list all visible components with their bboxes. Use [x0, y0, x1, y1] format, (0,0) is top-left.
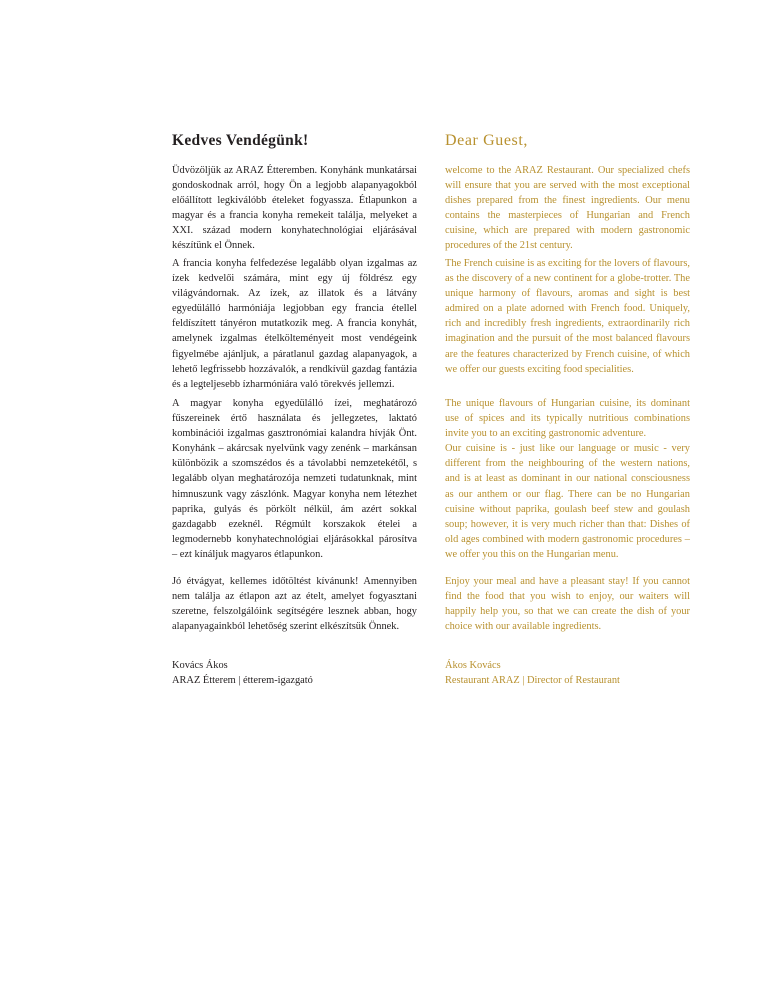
- hungarian-title: Kedves Vendégünk!: [172, 132, 309, 149]
- hungarian-column: [172, 131, 417, 687]
- signature-name-en: Ákos Kovács: [445, 660, 501, 671]
- hungarian-closing-text: Jó étvágyat, kellemes időtöltést kívánunk! Amennyiben nem találja az étlapon azt az ételt, amelyet fogyasztani szeretne, felszolgálóink segítségére lesznek abban, hogy alapanyagainkból lehetőség szerint elkészítsük Önnek.: [172, 576, 417, 633]
- signature-role: ARAZ Étterem | étterem-igazgató: [172, 675, 313, 687]
- english-paragraph-2: [445, 256, 690, 377]
- hungarian-paragraph-3: [172, 396, 417, 562]
- english-paragraph-3: [445, 396, 690, 562]
- english-title: Dear Guest,: [445, 132, 529, 149]
- english-french-cuisine-text: The French cuisine is as exciting for the lovers of flavours, as the discovery of a new continent for a globe-trotter. The unique harmony of flavours, aromas and sight is best admired on a plate adorned with French food. Uniquely, rich and incredibly fresh ingredients, extraordinarily rich imagination and the pursuit of the most balanced flavours are the features characterized by French cuisine, of which we offer our guests exciting food specialities.: [445, 258, 690, 375]
- hungarian-welcome-text: Üdvözöljük az ARAZ Étteremben. Konyhánk munkatársai gondoskodnak arról, hogy Ön a legjobb alapanyagokból előállított legkiválóbb ételeket fogyassza. Étlapunkon a magyar és a francia konyha remekeit találja, melyeket a XXI. század modern konyhatechnológiai eljárásával készítünk el Önnek.: [172, 165, 417, 252]
- hungarian-signature: [172, 658, 417, 688]
- english-closing-text: Enjoy your meal and have a pleasant stay! If you cannot find the food that you wish to enjoy, our waiters will happily help you, so that we can create the dish of your choice with our available ingredients.: [445, 576, 690, 633]
- hungarian-french-cuisine-text: A francia konyha felfedezése legalább olyan izgalmas az ízek kedvelői számára, mint egy új földrész egy világvándornak. Az ízek, az illatok és a látvány egyedülálló harmóniája legjobban egy francia étellel feldíszített tányéron mutatkozik meg. A francia konyhát, amelynek izgalmas ételkölteményeit most vendégeink figyelmébe ajánljuk, a páratlanul gazdag alapanyagok, a lehető legfrissebb hozzávalók, a rendkívül gazdag fantázia és a legteljesebb ízharmóniára való törekvés jellemzi.: [172, 258, 417, 390]
- signature-name: Kovács Ákos: [172, 660, 228, 671]
- hungarian-hungarian-cuisine-text: A magyar konyha egyedülálló ízei, meghatározó fűszereinek értő használata és jellegzetes, laktató kombinációi izgalmas gasztronómiai kalandra hívják Önt. Konyhánk – akárcsak nyelvünk vagy zenénk – markánsan különbözik a szomszédos és a távolabbi nemzetekétől, s legalább olyan meghatározója nemzeti tudatunknak, mint himnuszunk vagy zászlónk. Magyar konyha nem létezhet paprika, gulyás és pörkölt nélkül, ám azért sokkal gazdagabb ezeknél. Régmúlt korszakok ételei a legmodernebb konyhatechnológiai eljárásokkal párosítva – ezt kínáljuk magyaros étlapunkon.: [172, 398, 417, 560]
- english-signature: [445, 658, 690, 688]
- english-hungarian-cuisine-text: Our cuisine is - just like our language or music - very different from the neighbouring of the western nations, and is at least as dominant in our national consciousness as our anthem or our flag. There can be no Hungarian cuisine without paprika, goulash beef stew and goulash soup; however, it is very much richer than that: Dishes of old ages combined with modern gastronomic procedures – we offer you this on the Hungarian menu.: [445, 443, 690, 560]
- english-welcome-text: welcome to the ARAZ Restaurant. Our specialized chefs will ensure that you are served with the most exceptional dishes prepared from the finest ingredients. Our menu contains the masterpieces of Hungarian and French cuisine, which are prepared with modern gastronomic procedures of the 21st century.: [445, 165, 690, 252]
- hungarian-paragraph-2: [172, 256, 417, 392]
- hungarian-paragraph-1: [172, 163, 417, 254]
- english-hungarian-cuisine-intro: The unique flavours of Hungarian cuisine, its dominant use of spices and its typically nutritious combinations invite you to an exciting gastronomic adventure.: [445, 398, 690, 440]
- signature-role-en: Restaurant ARAZ | Director of Restaurant: [445, 675, 620, 687]
- english-paragraph-4: [445, 574, 690, 634]
- english-column: [445, 131, 690, 687]
- english-paragraph-1: [445, 163, 690, 254]
- hungarian-paragraph-4: [172, 574, 417, 634]
